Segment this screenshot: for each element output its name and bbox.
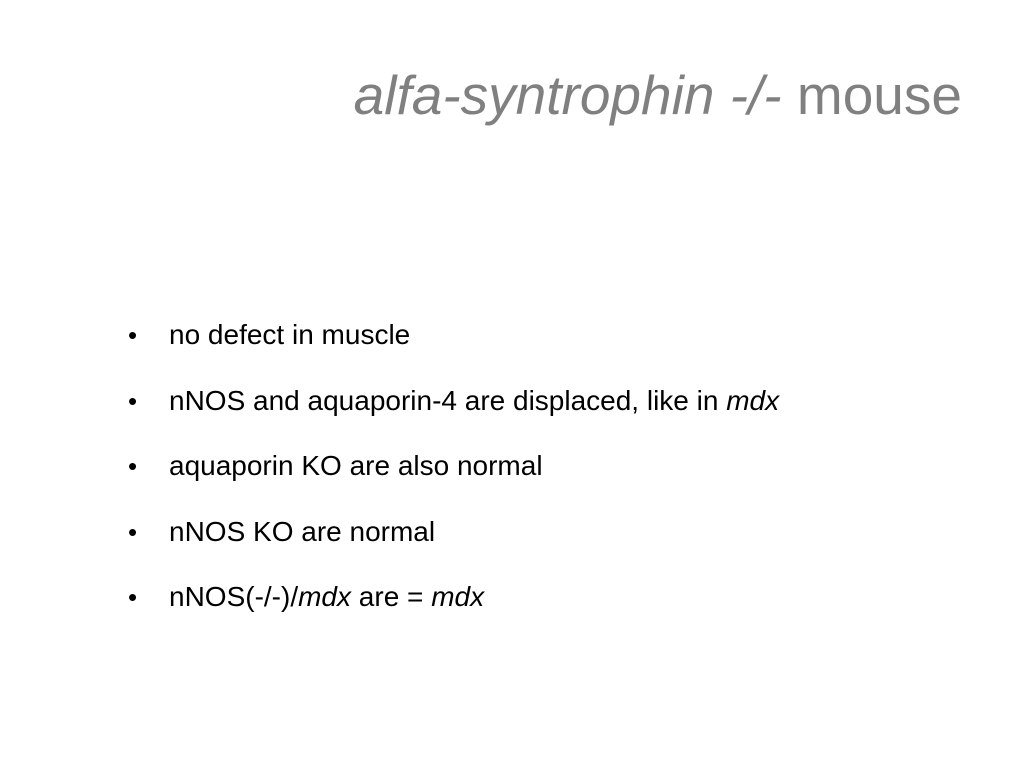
bullet-item-2 <box>128 381 779 421</box>
bullet-text: nNOS KO are normal <box>169 515 436 547</box>
bullet-dot: • <box>128 320 138 350</box>
bullet-text: no defect in muscle <box>169 319 411 350</box>
bullet-item-1 <box>128 315 779 355</box>
bullet-text-plain: nNOS(-/-)/ <box>169 581 299 612</box>
bullet-dot: • <box>128 451 138 481</box>
bullet-dot: • <box>128 516 138 547</box>
bullet-item-5 <box>128 577 779 617</box>
bullet-text-plain: nNOS and aquaporin-4 are displaced, like in <box>169 384 727 416</box>
bullet-text: aquaporin KO are also normal <box>169 450 543 481</box>
bullet-text-italic: mdx <box>431 581 485 612</box>
bullet-dot: • <box>128 582 138 612</box>
title-plain-part: mouse <box>796 64 962 126</box>
bullet-text <box>169 381 779 421</box>
bullet-text-italic: mdx <box>726 384 780 416</box>
bullet-dot: • <box>128 385 138 416</box>
bullet-list <box>128 315 779 643</box>
title-italic-part: alfa-syntrophin -/- <box>353 64 782 126</box>
bullet-text-italic: mdx <box>298 581 352 612</box>
bullet-item-3 <box>128 446 779 486</box>
bullet-item-4 <box>128 512 779 552</box>
slide-title <box>354 64 962 127</box>
bullet-text <box>169 577 484 617</box>
bullet-text-plain: are = <box>351 581 432 612</box>
